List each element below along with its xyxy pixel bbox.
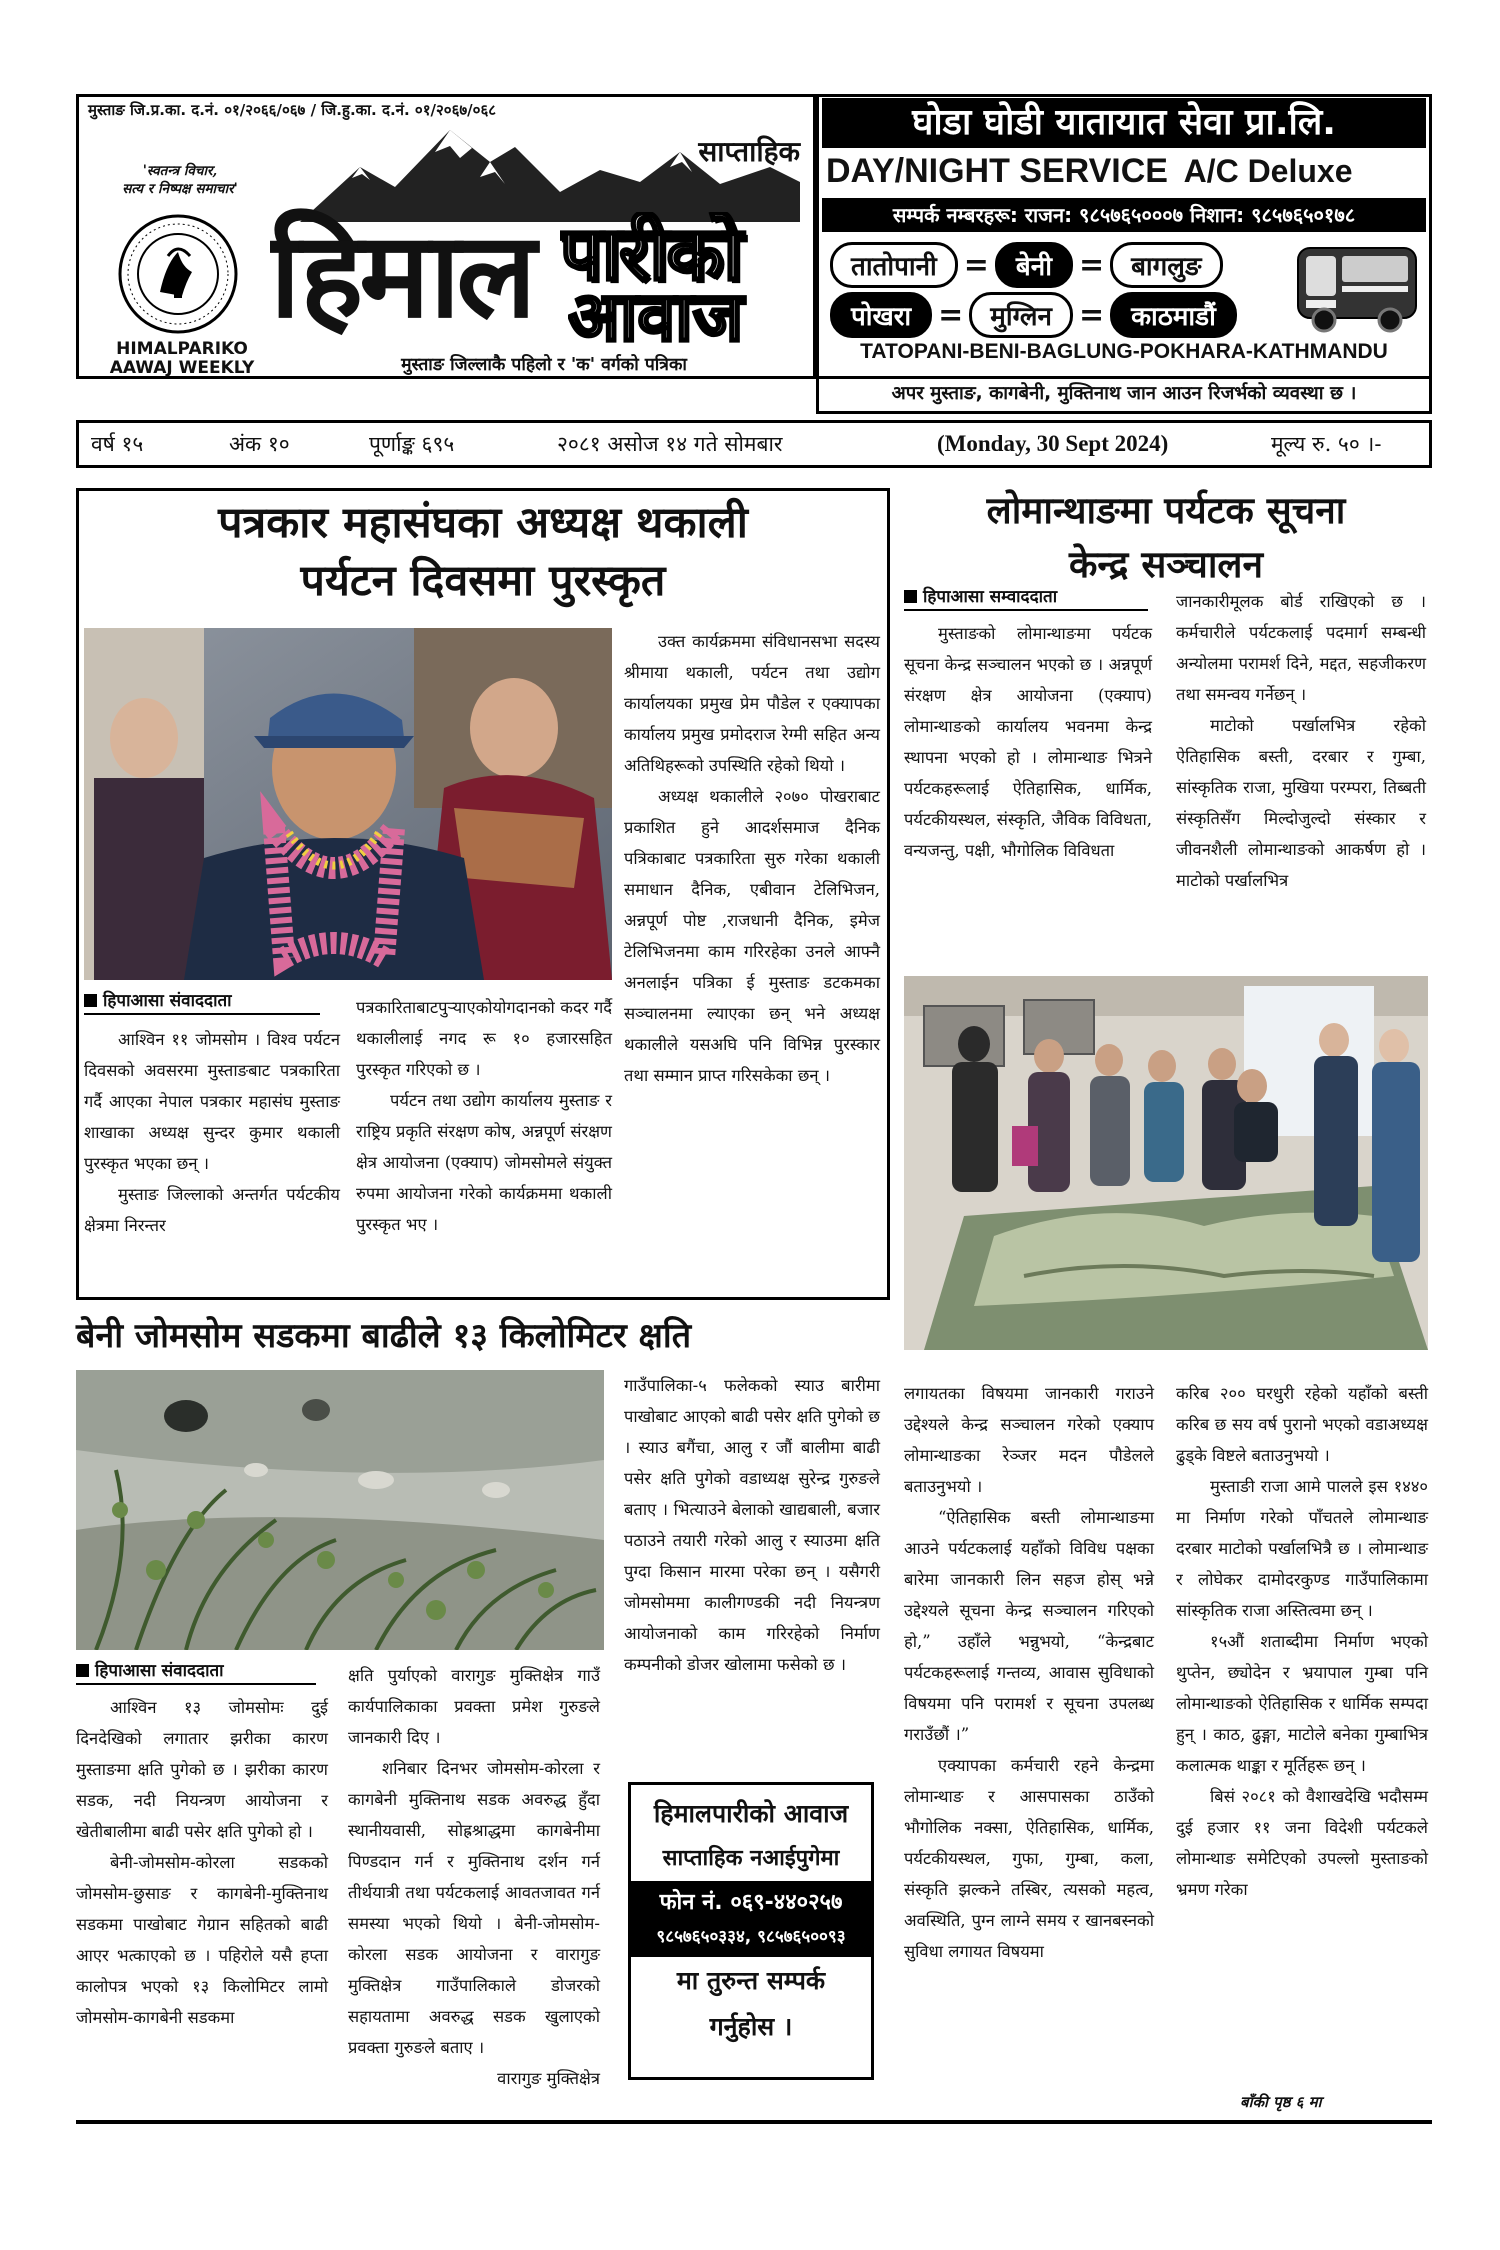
route-arrow-icon: =: [1078, 298, 1105, 333]
ad-line-1: हिमालपारीको आवाज: [653, 1799, 849, 1828]
story1-byline: [84, 988, 320, 1019]
bullet-square-icon: [84, 994, 97, 1007]
story2-top-column-2: [1176, 586, 1426, 956]
story2-headline: [900, 484, 1432, 592]
destination-row-2: [830, 292, 1280, 336]
story2-top-column-1: [904, 618, 1152, 956]
nepali-date: २०८१ असोज १४ गते सोमबार: [557, 432, 783, 456]
masthead-tagline: मुस्ताङ जिल्लाकै पहिलो र 'क' वर्गको पत्रिका: [401, 355, 687, 375]
paragraph: उक्त कार्यक्रममा संविधानसभा सदस्य श्रीमाया थकाली, पर्यटन तथा उद्योग कार्यालयका प्रमुख प्रेम पौडेल र एक्यापका कार्यालय प्रमुख प्रमोदराज रेग्मी सहित अन्य अतिथिहरूको उपस्थिति रहेको थियो ।: [624, 632, 880, 775]
dest-beni: बेनी: [995, 242, 1073, 288]
subscription-ad: [628, 1782, 874, 2080]
paragraph: करिब २०० घरधुरी रहेको यहाँको बस्ती करिब छ सय वर्ष पुरानो भएको वडाअध्यक्ष ढुड्के विष्टले बताउनुभयो ।: [1176, 1384, 1428, 1465]
masthead-title-main: हिमाल: [270, 206, 533, 344]
story1-column-3: [624, 626, 880, 1296]
bus-route-english: TATOPANI-BENI-BAGLUNG-POKHARA-KATHMANDU: [860, 340, 1388, 363]
byline-text: हिपाआसा संवाददाता: [95, 1661, 224, 1681]
ac-deluxe: A/C Deluxe: [1183, 153, 1353, 189]
bus-service-line: [826, 152, 1426, 192]
story2-headline-line-1: लोमान्थाङमा पर्यटक सूचना: [986, 489, 1346, 532]
bullet-square-icon: [76, 1664, 89, 1677]
paragraph: माटोको पर्खालभित्र रहेको ऐतिहासिक बस्ती, दरबार र गुम्बा, सांस्कृतिक राजा, मुखिया परम्परा, तिब्बती संस्कृतिसँग मिल्दोजुल्दो संस्कार र जीवनशैली लोमान्थाङको आकर्षण हो । माटोको पर्खालभित्र: [1176, 716, 1426, 890]
story2-bottom-column-1: [904, 1378, 1154, 2078]
route-arrow-icon: =: [1078, 248, 1105, 283]
story1-headline: [86, 494, 880, 610]
story2-byline: [904, 584, 1148, 615]
ad-line-3: मा तुरुन्त सम्पर्क: [676, 1966, 826, 1995]
byline-text: हिपाआसा सम्वाददाता: [923, 587, 1058, 607]
page-bottom-rule: [76, 2120, 1432, 2124]
paragraph: “ऐतिहासिक बस्ती लोमान्थाङमा आउने पर्यटकलाई यहाँको विविध पक्षका बारेमा जानकारी लिन सहज होस् भन्ने उद्देश्यले सूचना केन्द्र सञ्चालन गरिएको हो,” उहाँले भन्नुभयो, “केन्द्रबाट पर्यटकहरूलाई गन्तव्य, आवास सुविधाको विषयमा पनि परामर्श र सूचना उपलब्ध गराउँछौं ।”: [904, 1508, 1154, 1744]
story2-photo-info-centre-visitors: [904, 976, 1428, 1350]
story1-column-1: [84, 1024, 340, 1296]
story1-headline-line-1: पत्रकार महासंघका अध्यक्ष थकाली: [218, 498, 748, 548]
story3-column-3: [624, 1370, 880, 1770]
dest-kathmandu: काठमाडौं: [1110, 292, 1237, 338]
registration-line: मुस्ताङ जि.प्र.का. द.नं. ०१/२०६६/०६७ / जि.हु.का. द.नं. ०१/२०६७/०६८: [88, 101, 497, 119]
story1-headline-line-2: पर्यटन दिवसमा पुरस्कृत: [300, 556, 666, 606]
paragraph: मुस्ताङी राजा आमे पालले इस १४४० मा निर्माण गरेको पाँचतले लोमान्थाङ दरबार माटोको पर्खालभित्रै छ । लोमान्थाङ र लोघेकर दामोदरकुण्ड गाउँपालिकामा सांस्कृतिक राजा अस्तित्वमा छन् ।: [1176, 1477, 1428, 1620]
paragraph: जानकारीमूलक बोर्ड राखिएको छ । कर्मचारीले पर्यटकलाई पदमार्ग सम्बन्धी अन्योलमा परामर्श दिने, मद्दत, सहजीकरण तथा समन्वय गर्नेछन् ।: [1176, 592, 1426, 704]
route-arrow-icon: =: [938, 298, 964, 333]
english-name: [82, 340, 282, 378]
issue-number: अंक १०: [229, 432, 290, 456]
newspaper-logo-seal: [116, 212, 240, 336]
english-name-line-1: HIMALPARIKO: [116, 339, 248, 359]
paragraph: मुस्ताङको लोमान्थाङमा पर्यटक सूचना केन्द्र सञ्चालन भएको छ । अन्नपूर्ण संरक्षण क्षेत्र आयोजना (एक्याप) लोमान्थाङको कार्यालय भवनमा केन्द्र स्थापना भएको हो । लोमान्थाङ भित्रने पर्यटकहरूलाई ऐतिहासिक, धार्मिक, पर्यटकीयस्थल, संस्कृति, जैविक विविधता, वन्यजन्तु, पक्षी, भौगोलिक विविधता: [904, 624, 1152, 860]
ad-line-4: गर्नुहोस ।: [709, 2012, 793, 2041]
dest-mugling: मुग्लिन: [969, 292, 1073, 338]
route-arrow-icon: =: [963, 248, 989, 283]
story3-byline: [76, 1658, 316, 1689]
motto: [90, 162, 270, 198]
paragraph: गाउँपालिका-५ फलेकको स्याउ बारीमा पाखोबाट आएको बाढी पसेर क्षति पुगेको छ । स्याउ बगैंचा, आलु र जौं बालीमा बाढी पसेर क्षति पुगेको वडाध्यक्ष सुरेन्द्र गुरुङले बताए । भित्याउने बेलाको खाद्यबाली, बजार पठाउने तयारी गरेको आलु र स्याउमा क्षति पुग्दा किसान मारमा परेका छन् । यसैगरी जोमसोममा कालीगण्डकी नदी नियन्त्रण आयोजनाको काम गरिरहेको निर्माण कम्पनीको डोजर खोलामा फसेको छ ।: [624, 1376, 880, 1674]
dest-pokhara: पोखरा: [830, 292, 932, 338]
price: मूल्य रु. ५० ।-: [1271, 432, 1382, 456]
paragraph: पत्रकारिताबाटपुऱ्याएकोयोगदानको कदर गर्दै थकालीलाई नगद रू १० हजारसहित पुरस्कृत गरिएको छ ।: [356, 998, 612, 1079]
story1-photo-award-recipient: [84, 628, 612, 980]
english-date: (Monday, 30 Sept 2024): [937, 431, 1169, 456]
story3-photo-flood-debris: [76, 1370, 604, 1650]
dateline-bar: [76, 420, 1432, 468]
bus-contact-numbers: सम्पर्क नम्बरहरू: राजन: ९८५७६५०००७ निशान: ९८५७६५०१७८: [822, 198, 1426, 232]
story3-headline: बेनी जोमसोम सडकमा बाढीले १३ किलोमिटर क्षति: [76, 1316, 692, 1356]
paragraph: आश्विन ११ जोमसोम । विश्व पर्यटन दिवसको अवसरमा मुस्ताङबाट पत्रकारिता गर्दै आएका नेपाल पत्रकार महासंघ मुस्ताङ शाखाका अध्यक्ष सुन्दर कुमार थकाली पुरस्कृत भएका छन् ।: [84, 1030, 340, 1173]
day-night-service: DAY/NIGHT SERVICE: [826, 152, 1168, 190]
paragraph: पर्यटन तथा उद्योग कार्यालय मुस्ताङ र राष्ट्रिय प्रकृति संरक्षण कोष, अन्नपूर्ण संरक्षण क्षेत्र आयोजना (एक्याप) जोमसोमले संयुक्त रुपमा आयोजना गरेको कार्यक्रममा थकाली पुरस्कृत भए ।: [356, 1091, 612, 1234]
ad-mobiles: ९८५७६५०३३४, ९८५७६५००९३: [656, 1927, 846, 1947]
masthead-title-second: पारीको: [560, 212, 741, 297]
dest-tatopani: तातोपानी: [830, 242, 958, 288]
volume-year: वर्ष १५: [91, 432, 144, 456]
ad-line-2: साप्ताहिक नआईपुगेमा: [662, 1846, 840, 1871]
destination-row-1: [830, 242, 1280, 286]
masthead-title-third: आवाज: [568, 282, 744, 357]
dest-baglung: बागलुङ: [1110, 242, 1222, 288]
paragraph: १५औं शताब्दीमा निर्माण भएको थुप्तेन, छ्योदेन र भ्रयापाल गुम्बा पनि लोमान्थाङको ऐतिहासिक र धार्मिक सम्पदा हुन् । काठ, ढुङ्गा, माटोले बनेका गुम्बाभित्र कलात्मक थाङ्का र मूर्तिहरू छन् ।: [1176, 1632, 1428, 1775]
bullet-square-icon: [904, 590, 917, 603]
bus-reserve-note: अपर मुस्ताङ, कागबेनी, मुक्तिनाथ जान आउन रिजर्भको व्यवस्था छ ।: [816, 378, 1432, 414]
ad-phone-block: [631, 1881, 871, 1957]
story1-column-2: [356, 992, 612, 1296]
bus-icon: [1290, 240, 1422, 336]
english-name-line-2: AAWAJ WEEKLY: [109, 358, 255, 378]
paragraph: लगायतका विषयमा जानकारी गराउने उद्देश्यले केन्द्र सञ्चालन गरेको एक्याप लोमान्थाङका रेञ्जर मदन पौडेलले बताउनुभयो ।: [904, 1384, 1154, 1496]
motto-line-1: 'स्वतन्त्र विचार,: [142, 163, 218, 179]
ad-phone: फोन नं. ०६९-४४०२५७: [659, 1890, 843, 1915]
paragraph: अध्यक्ष थकालीले २०७० पोखराबाट प्रकाशित हुने आदर्शसमाज दैनिक पत्रिकाबाट पत्रकारिता सुरु गरेका थकाली समाधान दैनिक, एबीवान टेलिभिजन, अन्नपूर्ण पोष्ट ,राजधानी दैनिक, इमेज टेलिभिजनमा काम गरिरहेका उनले आफ्नै अनलाईन पत्रिका ई मुस्ताङ डटकमका सञ्चालनमा ल्याएका छन् भने अध्यक्ष थकालीले यसअघि पनि विभिन्न पुरस्कार तथा सम्मान प्राप्त गरिसकेका छन् ।: [624, 787, 880, 1085]
story2-headline-line-2: केन्द्र सञ्चालन: [1068, 543, 1264, 586]
serial-number: पूर्णाङ्क ६९५: [369, 432, 455, 456]
paragraph: क्षति पुर्याएको वारागुङ मुक्तिक्षेत्र गाउँ कार्यपालिकाका प्रवक्ता प्रमेश गुरुङले जानकारी दिए ।: [348, 1666, 600, 1747]
paragraph: बिसं २०८१ को वैशाखदेखि भदौसम्म दुई हजार ११ जना विदेशी पर्यटकले लोमान्थाङ समेटिएको उपल्लो मुस्ताङको भ्रमण गरेका: [1176, 1787, 1428, 1899]
motto-line-2: सत्य र निष्पक्ष समाचार': [122, 181, 238, 197]
paragraph: शनिबार दिनभर जोमसोम-कोरला र कागबेनी मुक्तिनाथ सडक अवरुद्ध हुँदा स्थानीयवासी, सोह्रश्राद्धमा कागबेनीमा पिण्डदान गर्न र मुक्तिनाथ दर्शन गर्न तीर्थयात्री तथा पर्यटकलाई आवतजावत गर्न समस्या भएको थियो । बेनी-जोमसोम-कोरला सडक आयोजना र वारागुङ मुक्तिक्षेत्र गाउँपालिकाले डोजरको सहायतामा अवरुद्ध सडक खुलाएको प्रवक्ता गुरुङले बताए ।: [348, 1759, 600, 2057]
byline-text: हिपाआसा संवाददाता: [103, 991, 232, 1011]
weekly-label: साप्ताहिक: [698, 135, 800, 168]
paragraph: बेनी-जोमसोम-कोरला सडकको जोमसोम-छुसाङ र कागबेनी-मुक्तिनाथ सडकमा पाखोबाट गेग्रान सहितको बाढी आएर भत्काएको छ । पहिरोले यसै हप्ता कालोपत्र भएको १३ किलोमिटर लामो जोमसोम-कागबेनी सडकमा: [76, 1853, 328, 2027]
paragraph: वारागुङ मुक्तिक्षेत्र: [497, 2069, 600, 2088]
paragraph: आश्विन १३ जोमसोमः दुई दिनदेखिको लगातार झरीका कारण मुस्ताङमा क्षति पुगेको छ । झरीका कारण सडक, नदी नियन्त्रण आयोजना र खेतीबालीमा बाढी पसेर क्षति पुगेको हो ।: [76, 1698, 328, 1841]
bus-company-name: घोडा घोडी यातायात सेवा प्रा.लि.: [822, 98, 1426, 148]
paragraph: एक्यापका कर्मचारी रहने केन्द्रमा लोमान्थाङ र आसपासका ठाउँको भौगोलिक नक्सा, ऐतिहासिक, धार्मिक, पर्यटकीयस्थल, गुफा, गुम्बा, कला, संस्कृति झल्कने तस्बिर, त्यसको महत्व, अवस्थिति, पुग्न लाग्ने समय र खानबस्नको सुविधा लगायत विषयमा: [904, 1756, 1154, 1961]
story3-column-2: [348, 1660, 600, 2112]
story2-continued-note: बाँकी पृष्ठ ६ मा: [1240, 2093, 1322, 2111]
story2-bottom-column-2: [1176, 1378, 1428, 2078]
story3-column-1: [76, 1692, 328, 2112]
paragraph: मुस्ताङ जिल्लाको अन्तर्गत पर्यटकीय क्षेत्रमा निरन्तर: [84, 1185, 340, 1235]
